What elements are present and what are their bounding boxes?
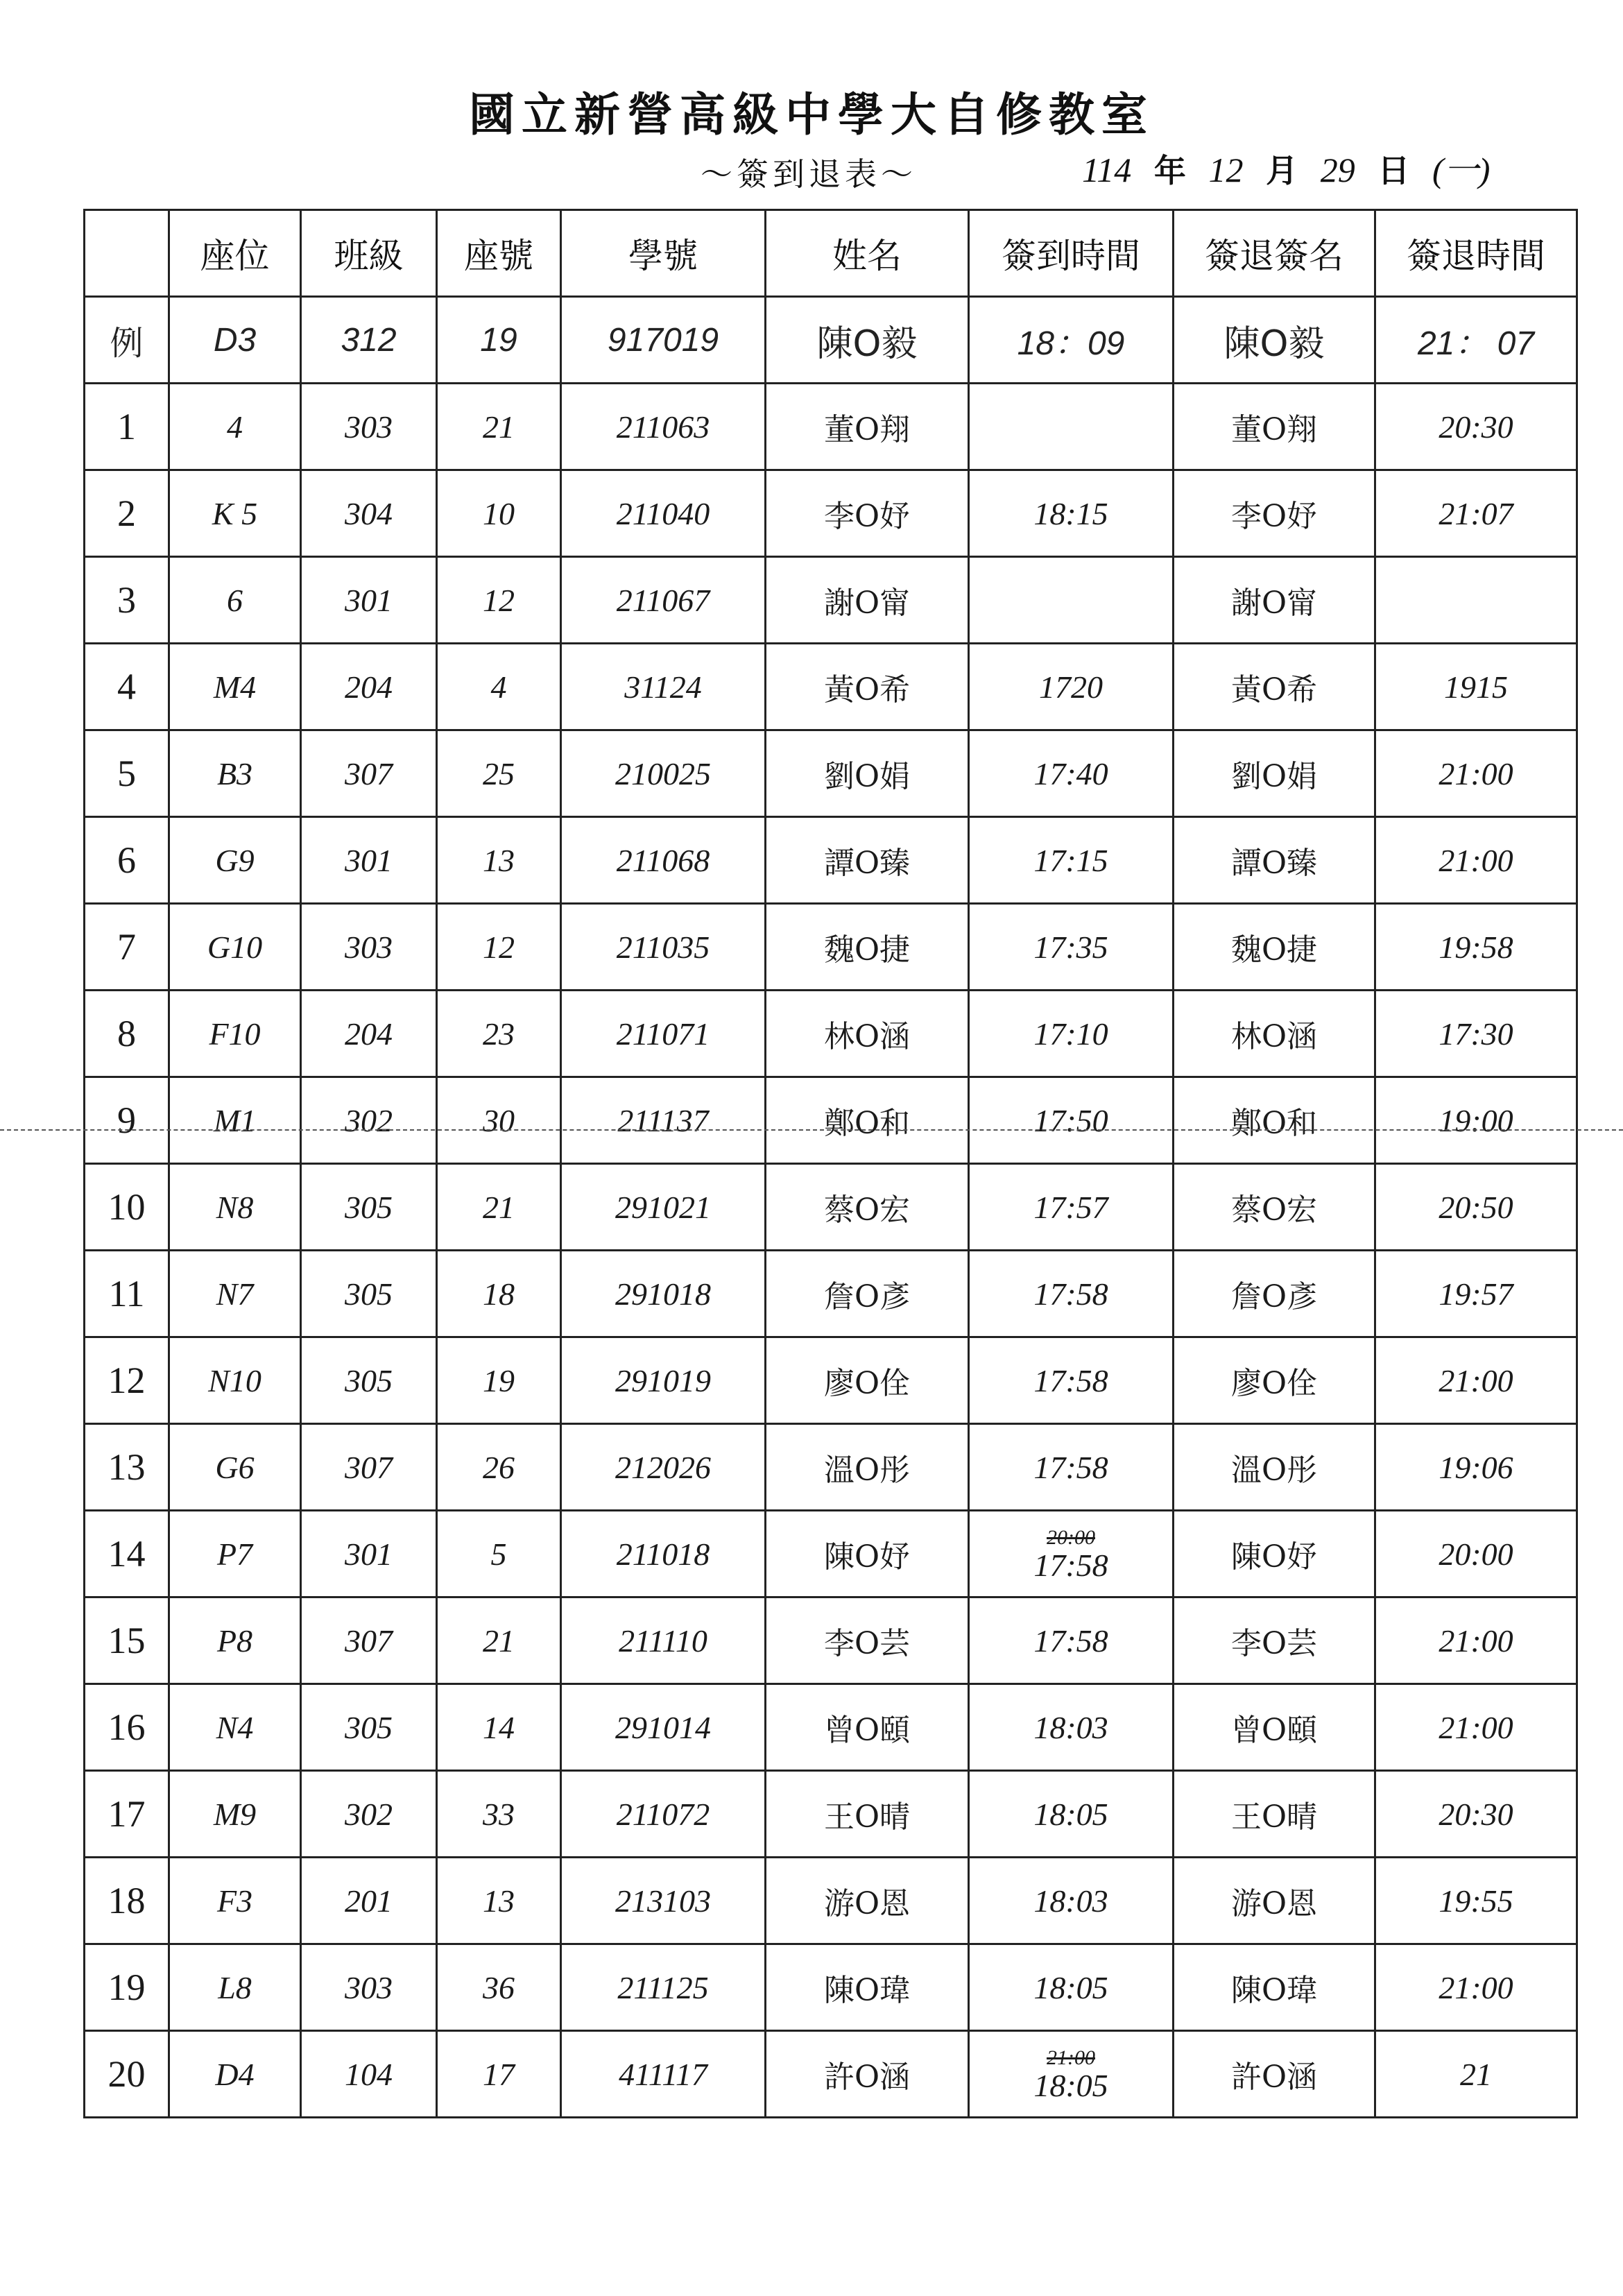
cell-sign-out-signature: 王O晴 [1174,1771,1375,1858]
cell-seat-number: 21 [437,384,561,470]
cell-seat-number: 26 [437,1424,561,1511]
cell-name: 譚O臻 [766,817,969,904]
cell-sign-out-signature: 鄭O和 [1174,1077,1375,1164]
cell-index: 3 [85,557,169,644]
cell-class: 301 [301,1511,437,1597]
cell-sign-out-time: 21 [1375,2031,1577,2118]
cell-index: 9 [85,1077,169,1164]
table-row [85,991,1577,1077]
cell-seat-number: 18 [437,1251,561,1337]
cell-seat-number: 21 [437,1597,561,1684]
cell-seat: G6 [169,1424,301,1511]
cell-seat: P8 [169,1597,301,1684]
table-row [85,470,1577,557]
cell-index: 2 [85,470,169,557]
cell-sign-out-signature: 廖O佺 [1174,1337,1375,1424]
cell-sign-out-time: 19:00 [1375,1077,1577,1164]
sign-in-out-table [83,209,1578,2118]
column-header-class: 班級 [301,210,437,297]
cell-sign-in-time: 17:15 [969,817,1174,904]
table-row [85,1597,1577,1684]
cell-seat: P7 [169,1511,301,1597]
column-header-student-id: 學號 [561,210,766,297]
cell-seat: B3 [169,730,301,817]
form-date [1082,142,1490,192]
cell-sign-out-signature: 林O涵 [1174,991,1375,1077]
cell-sign-out-signature: 許O涵 [1174,2031,1375,2118]
cell-student-id: 211137 [561,1077,766,1164]
cell-name: 溫O彤 [766,1424,969,1511]
cell-sign-in-time: 17:58 [969,1337,1174,1424]
cell-sign-out-time: 21:00 [1375,730,1577,817]
cell-sign-in-time: 17:10 [969,991,1174,1077]
cell-sign-out-signature: 李O芸 [1174,1597,1375,1684]
cell-class: 204 [301,644,437,730]
cell-sign-out-signature: 曾O頤 [1174,1684,1375,1771]
cell-sign-in-time: 18:15 [969,470,1174,557]
cell-sign-in-time: 17:57 [969,1164,1174,1251]
cell-student-id: 211067 [561,557,766,644]
cell-name: 李O芸 [766,1597,969,1684]
table-row [85,904,1577,991]
cell-sign-out-signature: 魏O捷 [1174,904,1375,991]
cell-sign-in-time: 17:35 [969,904,1174,991]
table-row [85,1684,1577,1771]
cell-seat: G10 [169,904,301,991]
cell-sign-out-signature: 詹O彥 [1174,1251,1375,1337]
cell-student-id: 211068 [561,817,766,904]
scan-artifact-line [0,1129,1623,1131]
cell-class: 305 [301,1684,437,1771]
cell-name: 游O恩 [766,1858,969,1944]
example-row [85,297,1577,384]
cell-student-id: 211063 [561,384,766,470]
cell-student-id: 291021 [561,1164,766,1251]
cell-sign-in-time [969,384,1174,470]
column-header-sign-out-time: 簽退時間 [1375,210,1577,297]
cell-seat: F3 [169,1858,301,1944]
cell-sign-out-time: 21:00 [1375,1684,1577,1771]
cell-class: 302 [301,1077,437,1164]
cell-sign-out-signature: 董O翔 [1174,384,1375,470]
cell-index: 4 [85,644,169,730]
cell-index: 12 [85,1337,169,1424]
cell-seat: M1 [169,1077,301,1164]
table-row [85,817,1577,904]
cell-index: 5 [85,730,169,817]
cell-seat: 6 [169,557,301,644]
form-subtitle: ～簽到退表～ [701,155,917,193]
cell-sign-out-signature: 譚O臻 [1174,817,1375,904]
cell-seat: D4 [169,2031,301,2118]
struck-time: 21:00 [1047,2046,1095,2069]
cell-sign-out-time: 20:50 [1375,1164,1577,1251]
column-header-seat-number: 座號 [437,210,561,297]
cell-class: 303 [301,904,437,991]
cell-seat-number: 5 [437,1511,561,1597]
cell-sign-out-time: 19:55 [1375,1858,1577,1944]
table-row [85,1337,1577,1424]
cell-sign-out-time: 19:58 [1375,904,1577,991]
cell-seat: N4 [169,1684,301,1771]
cell-name: 李O妤 [766,470,969,557]
cell-student-id: 210025 [561,730,766,817]
cell-seat-number: 14 [437,1684,561,1771]
cell-sign-out-time: 20:00 [1375,1511,1577,1597]
cell-seat-number: 4 [437,644,561,730]
table-row [85,1944,1577,2031]
cell-sign-out-signature: 黃O希 [1174,644,1375,730]
cell-sign-out-time [1375,557,1577,644]
cell-index: 7 [85,904,169,991]
example-seat: D3 [169,297,301,384]
cell-student-id: 211110 [561,1597,766,1684]
date-day: 29 [1320,151,1355,189]
example-class: 312 [301,297,437,384]
cell-class: 301 [301,817,437,904]
cell-seat: M4 [169,644,301,730]
cell-name: 廖O佺 [766,1337,969,1424]
cell-seat: N8 [169,1164,301,1251]
cell-sign-out-time: 20:30 [1375,384,1577,470]
cell-name: 陳O瑋 [766,1944,969,2031]
table-row [85,557,1577,644]
column-header-name: 姓名 [766,210,969,297]
cell-name: 魏O捷 [766,904,969,991]
cell-class: 104 [301,2031,437,2118]
date-weekday: (一) [1432,151,1491,189]
cell-name: 林O涵 [766,991,969,1077]
cell-sign-out-time: 21:00 [1375,1337,1577,1424]
date-year: 114 [1082,151,1132,189]
cell-class: 304 [301,470,437,557]
cell-index: 11 [85,1251,169,1337]
cell-sign-out-time: 17:30 [1375,991,1577,1077]
cell-sign-in-time [969,1511,1174,1597]
cell-sign-in-time [969,2031,1174,2118]
cell-seat: F10 [169,991,301,1077]
cell-name: 詹O彥 [766,1251,969,1337]
cell-student-id: 291014 [561,1684,766,1771]
cell-name: 王O晴 [766,1771,969,1858]
cell-class: 305 [301,1251,437,1337]
table-row [85,644,1577,730]
cell-sign-out-time: 20:30 [1375,1771,1577,1858]
column-header-index [85,210,169,297]
cell-class: 307 [301,1597,437,1684]
cell-sign-in-time: 18:05 [969,1944,1174,2031]
table-row [85,2031,1577,2118]
cell-index: 1 [85,384,169,470]
cell-index: 17 [85,1771,169,1858]
cell-student-id: 291019 [561,1337,766,1424]
cell-index: 20 [85,2031,169,2118]
cell-student-id: 211072 [561,1771,766,1858]
table-row [85,730,1577,817]
cell-name: 董O翔 [766,384,969,470]
corrected-time: 18:05 [1033,2068,1108,2103]
cell-seat-number: 25 [437,730,561,817]
cell-class: 204 [301,991,437,1077]
example-name: 陳O毅 [766,297,969,384]
month-label: 月 [1266,152,1298,189]
cell-class: 307 [301,730,437,817]
table-row [85,1077,1577,1164]
cell-student-id: 211125 [561,1944,766,2031]
cell-seat-number: 36 [437,1944,561,2031]
cell-index: 18 [85,1858,169,1944]
header-row [85,210,1577,297]
cell-seat-number: 21 [437,1164,561,1251]
cell-seat-number: 19 [437,1337,561,1424]
cell-student-id: 211018 [561,1511,766,1597]
table-row [85,1251,1577,1337]
example-student-id: 917019 [561,297,766,384]
cell-seat-number: 23 [437,991,561,1077]
example-sign-in-time: 18：09 [969,297,1174,384]
cell-name: 黃O希 [766,644,969,730]
cell-seat: K 5 [169,470,301,557]
cell-sign-in-time: 17:50 [969,1077,1174,1164]
cell-seat-number: 10 [437,470,561,557]
cell-index: 16 [85,1684,169,1771]
cell-sign-out-signature: 李O妤 [1174,470,1375,557]
cell-seat-number: 30 [437,1077,561,1164]
cell-seat: L8 [169,1944,301,2031]
cell-class: 305 [301,1164,437,1251]
cell-class: 305 [301,1337,437,1424]
form-title: 國立新營高級中學大自修教室 [469,87,1154,142]
cell-seat: 4 [169,384,301,470]
cell-sign-in-time: 1720 [969,644,1174,730]
cell-seat: M9 [169,1771,301,1858]
cell-student-id: 291018 [561,1251,766,1337]
cell-sign-out-time: 21:07 [1375,470,1577,557]
cell-student-id: 211040 [561,470,766,557]
cell-student-id: 31124 [561,644,766,730]
cell-index: 8 [85,991,169,1077]
cell-class: 303 [301,1944,437,2031]
cell-class: 301 [301,557,437,644]
cell-sign-out-signature: 陳O妤 [1174,1511,1375,1597]
cell-index: 15 [85,1597,169,1684]
cell-student-id: 212026 [561,1424,766,1511]
cell-name: 陳O妤 [766,1511,969,1597]
cell-sign-out-signature: 蔡O宏 [1174,1164,1375,1251]
struck-time: 20:00 [1047,1526,1095,1549]
cell-class: 307 [301,1424,437,1511]
cell-seat-number: 33 [437,1771,561,1858]
example-seat-number: 19 [437,297,561,384]
cell-student-id: 213103 [561,1858,766,1944]
cell-sign-in-time: 18:03 [969,1684,1174,1771]
cell-sign-out-time: 1915 [1375,644,1577,730]
cell-name: 謝O甯 [766,557,969,644]
cell-index: 13 [85,1424,169,1511]
cell-seat-number: 13 [437,1858,561,1944]
column-header-seat: 座位 [169,210,301,297]
cell-sign-out-time: 21:00 [1375,817,1577,904]
cell-name: 鄭O和 [766,1077,969,1164]
cell-seat: G9 [169,817,301,904]
cell-seat-number: 12 [437,904,561,991]
cell-name: 許O涵 [766,2031,969,2118]
cell-sign-out-signature: 劉O娟 [1174,730,1375,817]
cell-sign-in-time: 17:58 [969,1597,1174,1684]
table-row [85,384,1577,470]
cell-sign-out-time: 21:00 [1375,1944,1577,2031]
cell-class: 302 [301,1771,437,1858]
table-row [85,1511,1577,1597]
example-sign-out-signature: 陳O毅 [1174,297,1375,384]
cell-sign-out-signature: 游O恩 [1174,1858,1375,1944]
cell-index: 6 [85,817,169,904]
cell-seat-number: 12 [437,557,561,644]
cell-class: 303 [301,384,437,470]
cell-sign-out-time: 19:06 [1375,1424,1577,1511]
cell-sign-out-time: 19:57 [1375,1251,1577,1337]
cell-name: 劉O娟 [766,730,969,817]
column-header-sign-out-signature: 簽退簽名 [1174,210,1375,297]
cell-name: 曾O頤 [766,1684,969,1771]
cell-sign-out-time: 21:00 [1375,1597,1577,1684]
example-sign-out-time: 21： 07 [1375,297,1577,384]
cell-sign-in-time: 17:40 [969,730,1174,817]
cell-index: 10 [85,1164,169,1251]
cell-sign-out-signature: 陳O瑋 [1174,1944,1375,2031]
cell-student-id: 211071 [561,991,766,1077]
cell-sign-in-time: 18:05 [969,1771,1174,1858]
year-label: 年 [1153,152,1186,189]
table-row [85,1858,1577,1944]
table-row [85,1424,1577,1511]
cell-sign-in-time: 17:58 [969,1251,1174,1337]
cell-sign-in-time [969,557,1174,644]
table-row [85,1771,1577,1858]
cell-seat: N7 [169,1251,301,1337]
example-index: 例 [85,297,169,384]
cell-sign-in-time: 18:03 [969,1858,1174,1944]
column-header-sign-in-time: 簽到時間 [969,210,1174,297]
cell-class: 201 [301,1858,437,1944]
cell-name: 蔡O宏 [766,1164,969,1251]
cell-index: 14 [85,1511,169,1597]
cell-student-id: 211035 [561,904,766,991]
cell-sign-in-time: 17:58 [969,1424,1174,1511]
cell-sign-out-signature: 謝O甯 [1174,557,1375,644]
cell-seat-number: 17 [437,2031,561,2118]
date-month: 12 [1208,151,1244,189]
day-label: 日 [1377,152,1410,189]
table-row [85,1164,1577,1251]
cell-seat-number: 13 [437,817,561,904]
cell-seat: N10 [169,1337,301,1424]
cell-student-id: 411117 [561,2031,766,2118]
corrected-time: 17:58 [1033,1548,1108,1583]
cell-index: 19 [85,1944,169,2031]
cell-sign-out-signature: 溫O彤 [1174,1424,1375,1511]
